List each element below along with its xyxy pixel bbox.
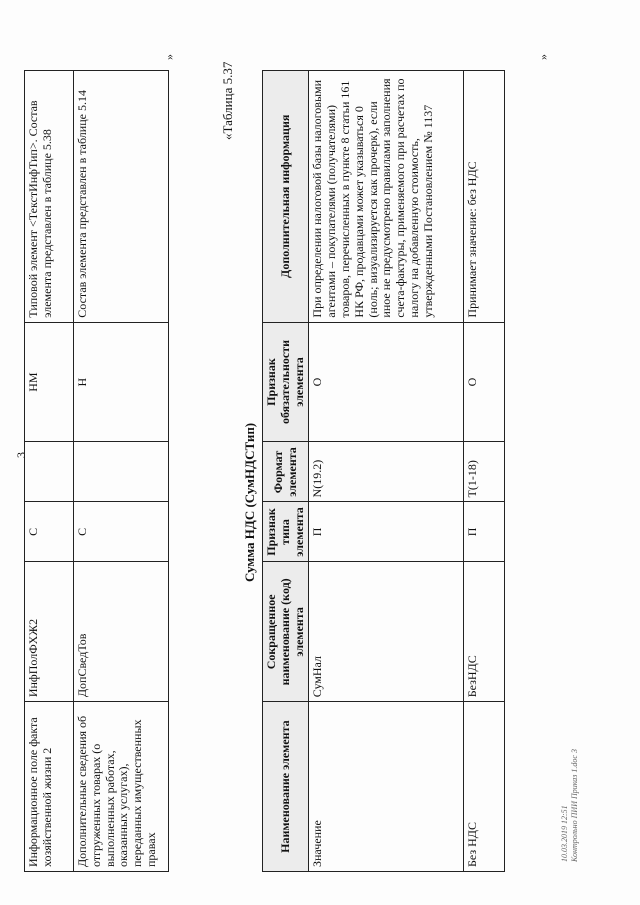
element-type: П <box>309 502 464 562</box>
element-required: Н <box>74 322 169 442</box>
continuation-table <box>24 70 169 872</box>
rotated-sheet <box>14 22 620 882</box>
table-row <box>309 71 464 872</box>
header-info: Дополнительная информация <box>263 71 309 323</box>
table-row <box>464 71 505 872</box>
element-format <box>25 442 74 502</box>
table-row <box>25 71 74 872</box>
vat-table <box>262 70 505 872</box>
header-required: Признак обязательности элемента <box>263 322 309 442</box>
table-title: Сумма НДС (СумНДСТип) <box>242 422 257 582</box>
element-type: С <box>74 502 169 562</box>
element-format: N(19.2) <box>309 442 464 502</box>
element-info: Принимает значение: без НДС <box>464 71 505 323</box>
element-name: Дополнительные сведения об отгруженных товарах (о выполненных работах, оказанных услугах), переданных имущественных правах <box>74 702 169 872</box>
element-info: При определении налоговой базы налоговыми агентами – покупателями (получателями) товаров, перечисленных в пункте 8 статьи 161 НК РФ, продавцами может указываться 0 (ноль; визуализируется как прочерк), если иное не предусмотрено правилами заполнения счета-фактуры, применяемого при расчетах по налогу на добавленную стоимость, утвержденными Постановлением № 1137 <box>309 71 464 323</box>
header-type: Признак типа элемента <box>263 502 309 562</box>
element-code: ДопСведТов <box>74 562 169 702</box>
element-code: ИнфПолФХЖ2 <box>25 562 74 702</box>
table-row <box>74 71 169 872</box>
element-type: С <box>25 502 74 562</box>
element-name: Значение <box>309 702 464 872</box>
element-info: Состав элемента представлен в таблице 5.14 <box>74 71 169 323</box>
table-number: «Таблица 5.37 <box>220 61 235 140</box>
closing-quote: » <box>162 54 176 60</box>
element-type: П <box>464 502 505 562</box>
element-code: СумНал <box>309 562 464 702</box>
element-name: Информационное поле факта хозяйственной жизни 2 <box>25 702 74 872</box>
stamp-line: 10.03.2019 12:51 <box>560 805 569 862</box>
stamp-line: Контрольно ПИИ Приказ 1.doc 3 <box>570 749 580 862</box>
table-header-row <box>263 71 309 872</box>
element-required: О <box>464 322 505 442</box>
header-name: Наименование элемента <box>263 702 309 872</box>
element-format: T(1-18) <box>464 442 505 502</box>
element-info: Типовой элемент <ТекстИнфТип>. Состав элемента представлен в таблице 5.38 <box>25 71 74 323</box>
page-number: 3 <box>14 452 28 458</box>
element-code: БезНДС <box>464 562 505 702</box>
header-code: Сокращенное наименование (код) элемента <box>263 562 309 702</box>
closing-quote: » <box>536 54 550 60</box>
element-format <box>74 442 169 502</box>
element-name: Без НДС <box>464 702 505 872</box>
element-required: О <box>309 322 464 442</box>
element-required: НМ <box>25 322 74 442</box>
document-stamp <box>560 749 581 862</box>
header-format: Формат элемента <box>263 442 309 502</box>
